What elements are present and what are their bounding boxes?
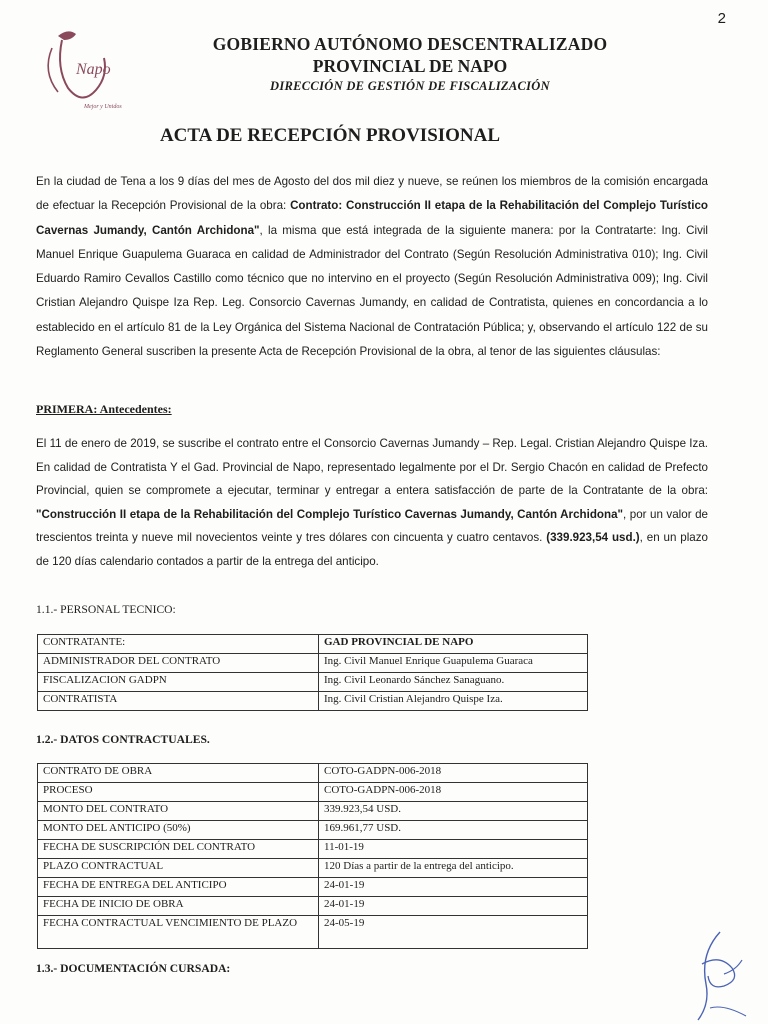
antecedentes-text-2: , por un valor de trescientos treinta y nueve mil novecientos veinte y tres dólares con cincuenta y cuatro centavos.	[36, 507, 708, 545]
antecedentes-paragraph	[36, 432, 708, 574]
table-cell: FECHA CONTRACTUAL VENCIMIENTO DE PLAZO	[38, 916, 319, 949]
table-row	[38, 821, 588, 840]
table-cell: CONTRATO DE OBRA	[38, 764, 319, 783]
table-cell: Ing. Civil Cristian Alejandro Quispe Iza.	[319, 692, 588, 711]
documentacion-heading: 1.3.- DOCUMENTACIÓN CURSADA:	[36, 962, 231, 975]
antecedentes-amount: (339.923,54 usd.)	[546, 531, 640, 545]
antecedentes-text-1: El 11 de enero de 2019, se suscribe el contrato entre el Consorcio Cavernas Jumandy – Rep. Legal. Cristian Alejandro Quispe Iza. En calidad de Contratista Y el Gad. Provincial de Napo, representado legalmente por el Dr. Sergio Chacón en calidad de Prefecto Provincial, quien se compromete a ejecutar, terminar y entregar a entera satisfacción de parte de la Contratante de la obra:	[36, 437, 708, 498]
logo-tagline: Mejor y Unidos	[84, 104, 122, 110]
table-row	[38, 802, 588, 821]
table-cell: MONTO DEL CONTRATO	[38, 802, 319, 821]
table-row	[38, 840, 588, 859]
intro-contract-name: Contrato: Construcción II etapa de la Rehabilitación del Complejo Turístico Cavernas Jumandy, Cantón Archidona"	[36, 199, 708, 237]
personal-tecnico-heading: 1.1.- PERSONAL TECNICO:	[36, 603, 176, 616]
table-row	[38, 897, 588, 916]
napo-logo	[38, 28, 130, 112]
table-cell: COTO-GADPN-006-2018	[319, 764, 588, 783]
antecedentes-contract-name: "Construcción II etapa de la Rehabilitación del Complejo Turístico Cavernas Jumandy, Cantón Archidona"	[36, 507, 624, 521]
table-cell: ADMINISTRADOR DEL CONTRATO	[38, 654, 319, 673]
document-title: ACTA DE RECEPCIÓN PROVISIONAL	[159, 125, 501, 146]
table-row	[38, 878, 588, 897]
personal-tecnico-table	[37, 634, 588, 711]
table-cell: 169.961,77 USD.	[319, 821, 588, 840]
table-cell: Ing. Civil Manuel Enrique Guapulema Guaraca	[319, 654, 588, 673]
table-row	[38, 859, 588, 878]
table-cell: MONTO DEL ANTICIPO (50%)	[38, 821, 319, 840]
intro-paragraph	[36, 170, 708, 364]
table-cell: FISCALIZACION GADPN	[38, 673, 319, 692]
section-primera-heading: PRIMERA: Antecedentes:	[36, 402, 172, 416]
org-name-line1: GOBIERNO AUTÓNOMO DESCENTRALIZADO	[212, 34, 608, 54]
org-name-line2: PROVINCIAL DE NAPO	[312, 56, 508, 76]
table-cell: PLAZO CONTRACTUAL	[38, 859, 319, 878]
intro-text-2: , la misma que está integrada de la siguiente manera: por la Contratarte: Ing. Civil Manuel Enrique Guapulema Guaraca en calidad de Administrador del Contrato (Según Resolución Administrativa 010); Ing. Civil Eduardo Ramiro Cevallos Castillo como técnico que no intervino en el proyecto (Según Resolución Administrativa 009); Ing. Civil Cristian Alejandro Quispe Iza Rep. Leg. Consorcio Cavernas Jumandy, en calidad de Contratista, quienes en concordancia a lo establecido en el artículo 81 de la Ley Orgánica del Sistema Nacional de Contratación Pública; y, observando el artículo 122 de su Reglamento General suscriben la presente Acta de Recepción Provisional de la obra, al tenor de las siguientes cláusulas:	[36, 223, 709, 359]
table-cell: 339.923,54 USD.	[319, 802, 588, 821]
table-cell: CONTRATANTE:	[38, 635, 319, 654]
table-cell: Ing. Civil Leonardo Sánchez Sanaguano.	[319, 673, 588, 692]
table-row	[38, 783, 588, 802]
logo-text: Napo	[76, 61, 111, 78]
document-header	[150, 34, 670, 94]
department-name: DIRECCIÓN DE GESTIÓN DE FISCALIZACIÓN	[270, 79, 550, 93]
table-cell: CONTRATISTA	[38, 692, 319, 711]
table-cell: COTO-GADPN-006-2018	[319, 783, 588, 802]
table-cell: PROCESO	[38, 783, 319, 802]
table-cell: GAD PROVINCIAL DE NAPO	[319, 635, 588, 654]
table-cell: FECHA DE INICIO DE OBRA	[38, 897, 319, 916]
antecedentes-text-3: , en un plazo de 120 días calendario contados a partir de la entrega del anticipo.	[36, 531, 708, 568]
table-cell: 24-01-19	[319, 897, 588, 916]
table-cell: 24-05-19	[319, 916, 588, 949]
datos-contractuales-table	[37, 763, 588, 949]
signature-mark	[650, 924, 760, 1024]
table-cell: 120 Días a partir de la entrega del anticipo.	[319, 859, 588, 878]
page-number: 2	[717, 10, 726, 27]
table-row	[38, 692, 588, 711]
table-row	[38, 673, 588, 692]
table-row	[38, 764, 588, 783]
table-cell: 11-01-19	[319, 840, 588, 859]
table-row	[38, 916, 588, 949]
table-cell: FECHA DE SUSCRIPCIÓN DEL CONTRATO	[38, 840, 319, 859]
table-row	[38, 635, 588, 654]
datos-contractuales-heading: 1.2.- DATOS CONTRACTUALES.	[36, 733, 210, 746]
table-row	[38, 654, 588, 673]
intro-text-1: En la ciudad de Tena a los 9 días del mes de Agosto del dos mil diez y nueve, se reúnen los miembros de la comisión encargada de efectuar la Recepción Provisional de la obra:	[36, 175, 708, 213]
table-cell: FECHA DE ENTREGA DEL ANTICIPO	[38, 878, 319, 897]
table-cell: 24-01-19	[319, 878, 588, 897]
